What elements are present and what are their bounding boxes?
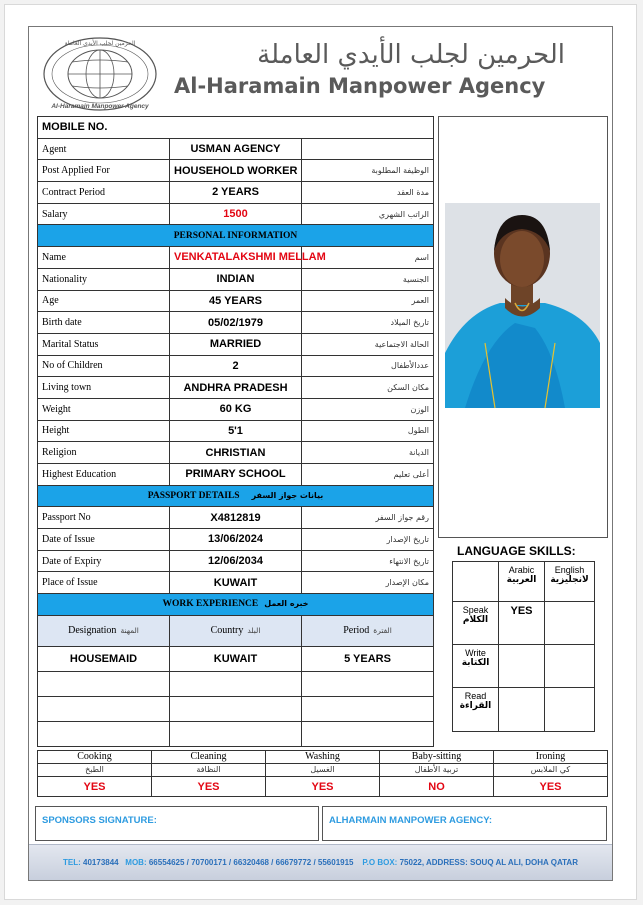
tel-label: TEL: [63,858,81,867]
field-label: Marital Status [38,333,170,355]
work-row-empty [38,721,434,746]
skill-value: NO [380,777,494,797]
field-value: 60 KG [170,398,302,420]
field-value: 2 [170,355,302,377]
work-cell-empty [302,671,434,696]
field-label: Post Applied For [38,160,170,182]
mobile-row [38,117,434,139]
section-title: PERSONAL INFORMATION [38,225,434,247]
field-value: PRIMARY SCHOOL [170,464,302,486]
field-label-arabic: تاريخ الإصدار [302,529,434,551]
skill-label: الطبخ [38,764,152,777]
field-label-arabic: الحالة الاجتماعية [302,333,434,355]
mobile-label: MOBILE NO. [38,117,434,139]
field-label-arabic: رقم جواز السفر [302,507,434,529]
field-row [38,420,434,442]
sponsor-signature-box: SPONSORS SIGNATURE: [35,806,319,841]
skills-row-ar [38,764,608,777]
mob-label: MOB: [125,858,147,867]
field-label-arabic: الراتب الشهري [302,203,434,225]
field-row [38,355,434,377]
field-label-arabic: تاريخ الانتهاء [302,550,434,572]
field-row [38,507,434,529]
field-value: ANDHRA PRADESH [170,377,302,399]
field-row [38,398,434,420]
field-row [38,268,434,290]
field-label: Highest Education [38,464,170,486]
skills-row-value [38,777,608,797]
work-cell-empty [170,671,302,696]
field-label-arabic: الجنسية [302,268,434,290]
tel-number: 40173844 [83,858,119,867]
work-cell: HOUSEMAID [38,646,170,671]
field-row [38,138,434,160]
work-column-header [170,615,302,646]
work-row-empty [38,671,434,696]
details-table [37,116,434,747]
skill-label: النظافة [152,764,266,777]
work-cell-empty [38,721,170,746]
field-row [38,312,434,334]
language-skills-table [452,561,595,732]
work-cell-empty [170,696,302,721]
passport-details-header [38,485,434,507]
field-value: 2 YEARS [170,182,302,204]
field-value: MARRIED [170,333,302,355]
section-title-ar: خبره العمل [264,599,309,609]
field-value: 12/06/2034 [170,550,302,572]
field-label: Nationality [38,268,170,290]
work-column-ar: البلد [247,626,261,636]
skills-row-en [38,751,608,764]
language-skills-title: LANGUAGE SKILLS: [457,544,576,558]
personal-info-header [38,225,434,247]
field-label-arabic: مكان السكن [302,377,434,399]
field-row [38,290,434,312]
lang-col-arabic: Arabic العربية [499,562,545,602]
lang-row-read: Read القراءة [453,688,499,732]
field-label: Passport No [38,507,170,529]
work-column-header [38,615,170,646]
field-label-arabic: تاريخ الميلاد [302,312,434,334]
field-row [38,442,434,464]
field-value: 13/06/2024 [170,529,302,551]
field-label-arabic: اسم [302,247,434,269]
field-value: X4812819 [170,507,302,529]
header-english-name: Al-Haramain Manpower Agency [174,74,546,98]
field-row [38,377,434,399]
field-label: Height [38,420,170,442]
field-value: USMAN AGENCY [170,138,302,160]
field-label: Date of Issue [38,529,170,551]
read-english-value [545,688,595,732]
field-label-arabic: الوظيفة المطلوبة [302,160,434,182]
logo-top-text: الحرمين لجلب الأيدي العاملة [64,40,136,47]
field-row [38,529,434,551]
logo-bottom-text: Al-Haramain Manpower Agency [51,103,149,110]
field-label: Contract Period [38,182,170,204]
section-title-ar: بيانات جواز السفر [251,491,324,501]
skills-table [37,750,608,797]
work-cell-empty [38,671,170,696]
field-label: Agent [38,138,170,160]
header-arabic-name: الحرمين لجلب الأيدي العاملة [257,40,565,70]
field-row [38,464,434,486]
mob-numbers: 66554625 / 70700171 / 66320468 / 66679772 / 55601915 [148,858,354,867]
work-row-empty [38,696,434,721]
field-label: Name [38,247,170,269]
field-label: Living town [38,377,170,399]
section-title-en: WORK EXPERIENCE [162,599,259,610]
work-cell-empty [302,696,434,721]
agency-signature-box: ALHARMAIN MANPOWER AGENCY: [322,806,607,841]
field-label-arabic: عددالأطفال [302,355,434,377]
work-cell-empty [170,721,302,746]
field-value: VENKATALAKSHMI MELLAM [170,247,302,269]
read-arabic-value [499,688,545,732]
work-cell-empty [302,721,434,746]
lang-col-english: English لانجليزية [545,562,595,602]
field-label: Salary [38,203,170,225]
skill-label: Cooking [38,751,152,764]
field-label-arabic [302,138,434,160]
applicant-photo [445,203,600,408]
contact-footer [29,844,612,880]
field-label-arabic: العمر [302,290,434,312]
field-label: Place of Issue [38,572,170,594]
field-label: Weight [38,398,170,420]
work-column-ar: الفترة [373,626,392,636]
skill-value: YES [38,777,152,797]
po-label: P.O BOX: [362,858,398,867]
lang-row-write: Write الكتابة [453,645,499,688]
field-row [38,182,434,204]
skill-value: YES [266,777,380,797]
lang-row-speak: Speak الكلام [453,602,499,645]
field-label: Age [38,290,170,312]
section-title [38,594,434,616]
skill-label: الغسيل [266,764,380,777]
speak-english-value [545,602,595,645]
globe-logo [42,36,158,112]
field-value: 45 YEARS [170,290,302,312]
work-row [38,646,434,671]
field-value: INDIAN [170,268,302,290]
write-arabic-value [499,645,545,688]
skill-value: YES [494,777,608,797]
field-row [38,550,434,572]
field-value: 5'1 [170,420,302,442]
field-label-arabic: أعلى تعليم [302,464,434,486]
field-value: HOUSEHOLD WORKER [170,160,302,182]
skill-label: كي الملابس [494,764,608,777]
work-column-en: Country [210,625,244,637]
field-label-arabic: مدة العقد [302,182,434,204]
section-title-en: PASSPORT DETAILS [147,491,240,502]
field-label-arabic: الوزن [302,398,434,420]
work-column-ar: المهنة [120,626,139,636]
skill-label: تربية الأطفال [380,764,494,777]
section-title [38,485,434,507]
field-label: No of Children [38,355,170,377]
field-row [38,572,434,594]
work-column-en: Period [343,625,370,637]
field-label: Date of Expiry [38,550,170,572]
work-column-en: Designation [68,625,117,637]
field-row [38,247,434,269]
skill-label: Baby-sitting [380,751,494,764]
field-label-arabic: الديانة [302,442,434,464]
work-cell: KUWAIT [170,646,302,671]
field-label-arabic: مكان الإصدار [302,572,434,594]
work-experience-header [38,594,434,616]
field-label-arabic: الطول [302,420,434,442]
speak-arabic-value: YES [499,602,545,645]
work-cell: 5 YEARS [302,646,434,671]
field-label: Religion [38,442,170,464]
field-row [38,203,434,225]
field-value: 1500 [170,203,302,225]
skill-label: Cleaning [152,751,266,764]
write-english-value [545,645,595,688]
field-value: CHRISTIAN [170,442,302,464]
work-columns-row [38,615,434,646]
skill-value: YES [152,777,266,797]
skill-label: Ironing [494,751,608,764]
work-column-header [302,615,434,646]
field-label: Birth date [38,312,170,334]
work-cell-empty [38,696,170,721]
skill-label: Washing [266,751,380,764]
field-row [38,333,434,355]
field-value: KUWAIT [170,572,302,594]
po-address: 75022, ADDRESS: SOUQ AL ALI, DOHA QATAR [399,858,578,867]
field-value: 05/02/1979 [170,312,302,334]
field-row [38,160,434,182]
